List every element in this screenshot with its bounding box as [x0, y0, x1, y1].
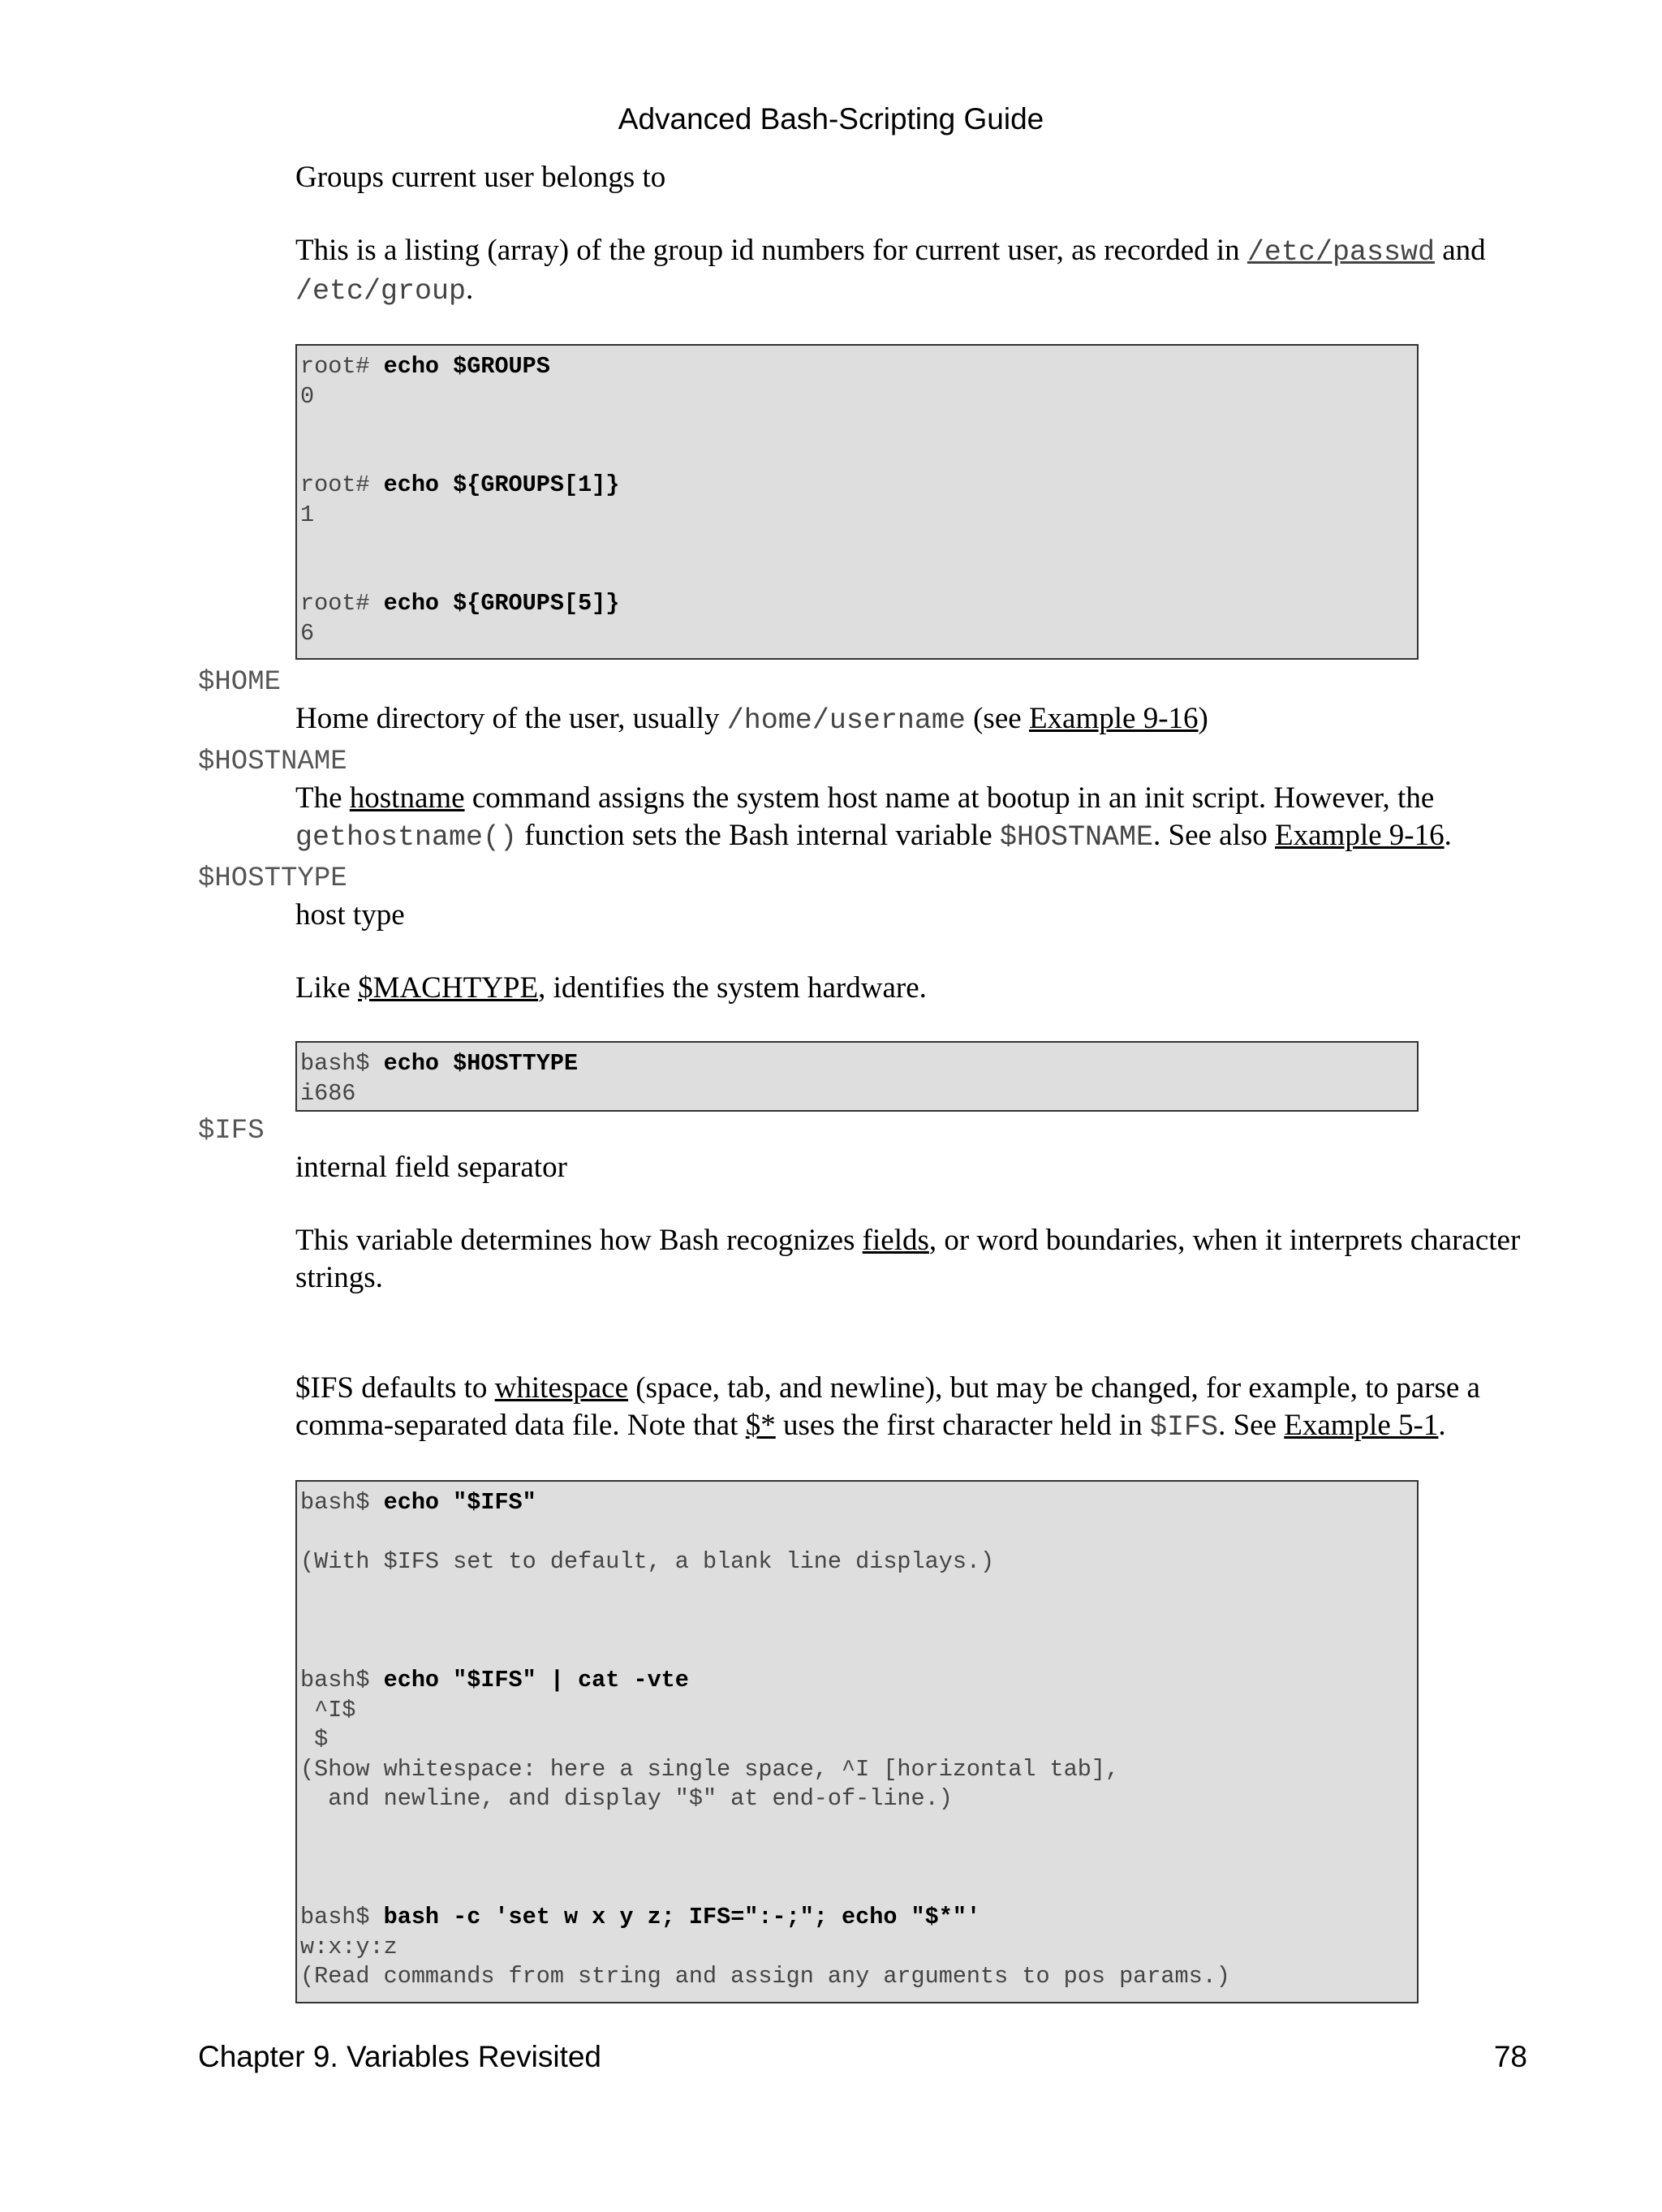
ifs-term: $IFS [198, 1116, 265, 1147]
output-text: ^I$ [300, 1696, 356, 1724]
output-text: 1 [300, 501, 315, 528]
ifs-screen: bash$ echo "$IFS" (With $IFS set to default, a blank line displays.) bash$ echo "$IFS" | cat -vte ^I$ $ (Show whitespace: here a single space, ^I [horizontal tab], and newline, and display "$" at end-of-line.) bash$ bash -c 'set w x y z; IFS=":-;"; echo "$*"' w:x:y:z (Read commands from string and assign any arguments to pos params.) [295, 1480, 1419, 2003]
ifs-paragraph-2: $IFS defaults to whitespace (space, tab, and newline), but may be changed, for example, to parse a comma-separated data file. Note that $* uses the first character held in $IFS. See Example 5-1. [295, 1371, 1480, 1444]
command-text: echo "$IFS" | cat -vte [383, 1667, 689, 1693]
etc-passwd-link[interactable]: /etc/passwd [1246, 236, 1435, 269]
page-header: Advanced Bash-Scripting Guide [618, 102, 1044, 136]
home-description: Home directory of the user, usually /home/username (see Example 9-16) [295, 702, 1208, 737]
output-text: $ [300, 1726, 329, 1753]
command-text: echo "$IFS" [383, 1489, 536, 1516]
hostname-link[interactable]: hostname [349, 781, 465, 815]
output-text: (With $IFS set to default, a blank line displays.) [300, 1548, 995, 1575]
hostname-term: $HOSTNAME [198, 747, 347, 777]
fields-link[interactable]: fields [862, 1224, 929, 1257]
output-text: 0 [300, 382, 315, 410]
hosttype-term: $HOSTTYPE [198, 863, 347, 894]
footer-chapter: Chapter 9. Variables Revisited [198, 2040, 602, 2073]
command-text: echo ${GROUPS[5]} [383, 590, 620, 617]
groups-description: Groups current user belongs to [295, 161, 666, 194]
groups-paragraph: This is a listing (array) of the group id numbers for current user, as recorded in /etc/passwd and /etc/group. [295, 234, 1486, 308]
command-text: echo ${GROUPS[1]} [383, 471, 620, 498]
hostname-description: The hostname command assigns the system host name at bootup in an init script. However, the gethostname() function sets the Bash internal variable $HOSTNAME. See also Example 9-16. [295, 781, 1452, 854]
ifs-description: internal field separator [295, 1151, 567, 1184]
hosttype-screen: bash$ echo $HOSTTYPE i686 [295, 1041, 1419, 1112]
example-5-1-link[interactable]: Example 5-1 [1284, 1409, 1439, 1442]
positional-params-link[interactable]: $* [745, 1409, 776, 1442]
hosttype-description: host type [295, 898, 405, 932]
machtype-link[interactable]: $MACHTYPE [358, 971, 539, 1005]
home-term: $HOME [198, 667, 282, 698]
example-9-16-link[interactable]: Example 9-16 [1275, 819, 1445, 852]
command-text: echo $GROUPS [383, 353, 550, 380]
groups-screen: root# echo $GROUPS 0 root# echo ${GROUPS[1]} 1 root# echo ${GROUPS[5]} 6 [295, 344, 1419, 660]
ifs-paragraph-1: This variable determines how Bash recognizes fields, or word boundaries, when it interprets character strings. [295, 1224, 1521, 1294]
command-text: bash -c 'set w x y z; IFS=":-;"; echo "$*"' [383, 1904, 981, 1930]
output-text: w:x:y:z [300, 1933, 398, 1960]
output-text: (Show whitespace: here a single space, ^I [horizontal tab], [300, 1755, 1120, 1783]
output-text: and newline, and display "$" at end-of-line.) [300, 1785, 953, 1812]
command-text: echo $HOSTTYPE [383, 1050, 579, 1077]
etc-group-code: /etc/group [295, 275, 467, 308]
output-text: (Read commands from string and assign any arguments to pos params.) [300, 1963, 1230, 1990]
output-text: i686 [300, 1079, 356, 1107]
output-text: 6 [300, 619, 315, 647]
footer-page-number: 78 [1493, 2040, 1527, 2073]
example-9-16-link[interactable]: Example 9-16 [1028, 702, 1199, 735]
whitespace-link[interactable]: whitespace [494, 1371, 629, 1405]
hosttype-paragraph: Like $MACHTYPE, identifies the system hardware. [295, 971, 927, 1005]
